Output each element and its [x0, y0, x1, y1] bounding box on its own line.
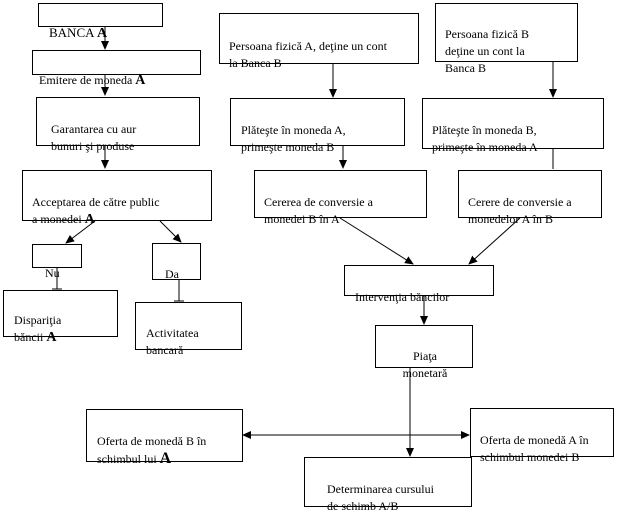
- box-plateste-a: [230, 98, 405, 154]
- box-disparitie-text: Dispariţia băncii: [14, 313, 62, 344]
- box-conversie-b-text: Cererea de conversie a monedei B în A: [264, 195, 373, 226]
- box-curs-text: Determinarea cursului de schimb A/B: [327, 482, 434, 513]
- box-piata-monetara: [375, 325, 473, 380]
- box-acceptare-strong: A: [84, 212, 95, 227]
- box-acceptare: [22, 170, 212, 227]
- box-emitere-strong: A: [135, 73, 146, 88]
- box-disparitie-strong: A: [46, 330, 57, 345]
- box-conversie-b: [254, 170, 427, 226]
- box-plateste-b: [422, 98, 604, 154]
- box-plateste-b-text: Plăteşte în moneda B, primeşte în moneda A: [432, 123, 538, 154]
- box-nu: [32, 244, 82, 280]
- box-conversie-a-text: Cerere de conversie a monedelor A în B: [468, 195, 572, 226]
- box-interventie: [344, 265, 494, 304]
- box-oferta-b-text: Oferta de monedă B în schimbul lui: [97, 434, 207, 466]
- box-disparitie: [3, 290, 118, 345]
- box-banca-a-strong: A: [97, 26, 108, 41]
- box-acceptare-text: Acceptarea de către public a monedei: [32, 195, 160, 226]
- box-banca-a-text: BANCA: [49, 25, 98, 40]
- box-persoana-a-text: Persoana fizică A, deţine un cont la Banca B: [229, 39, 387, 70]
- box-banca-a: [38, 3, 163, 41]
- box-persoana-a: [219, 13, 419, 70]
- box-garantare-text: Garantarea cu aur bunuri şi produse: [51, 122, 137, 153]
- box-oferta-b-strong: A: [159, 450, 172, 467]
- arrow-acceptare-da: [160, 221, 181, 242]
- box-activitate-text: Activitatea bancară: [146, 326, 199, 357]
- box-plateste-a-text: Plăteşte în moneda A, primeşte moneda B: [241, 123, 346, 154]
- box-da-text: Da: [165, 267, 179, 281]
- box-garantare: [36, 97, 200, 153]
- box-persoana-b: [435, 3, 578, 75]
- box-conversie-a: [458, 170, 602, 226]
- box-da: [152, 243, 201, 280]
- box-oferta-a-text: Oferta de monedă A în schimbul monedei B: [480, 433, 589, 464]
- box-oferta-b: [86, 409, 243, 467]
- box-persoana-b-text: Persoana fizică B deţine un cont la Banca B: [445, 27, 529, 75]
- box-nu-text: Nu: [45, 266, 60, 280]
- box-piata-text: Piaţa monetară: [402, 349, 448, 380]
- box-oferta-a: [470, 408, 614, 464]
- box-determinare-curs: [304, 457, 472, 513]
- box-activitate: [135, 302, 242, 357]
- box-interventie-text: Intervenţia băncilor: [355, 290, 450, 304]
- arrow-conversieB-interventie: [340, 218, 413, 264]
- box-emitere-moneda: [32, 50, 201, 88]
- box-emitere-text: Emitere de moneda: [39, 73, 136, 87]
